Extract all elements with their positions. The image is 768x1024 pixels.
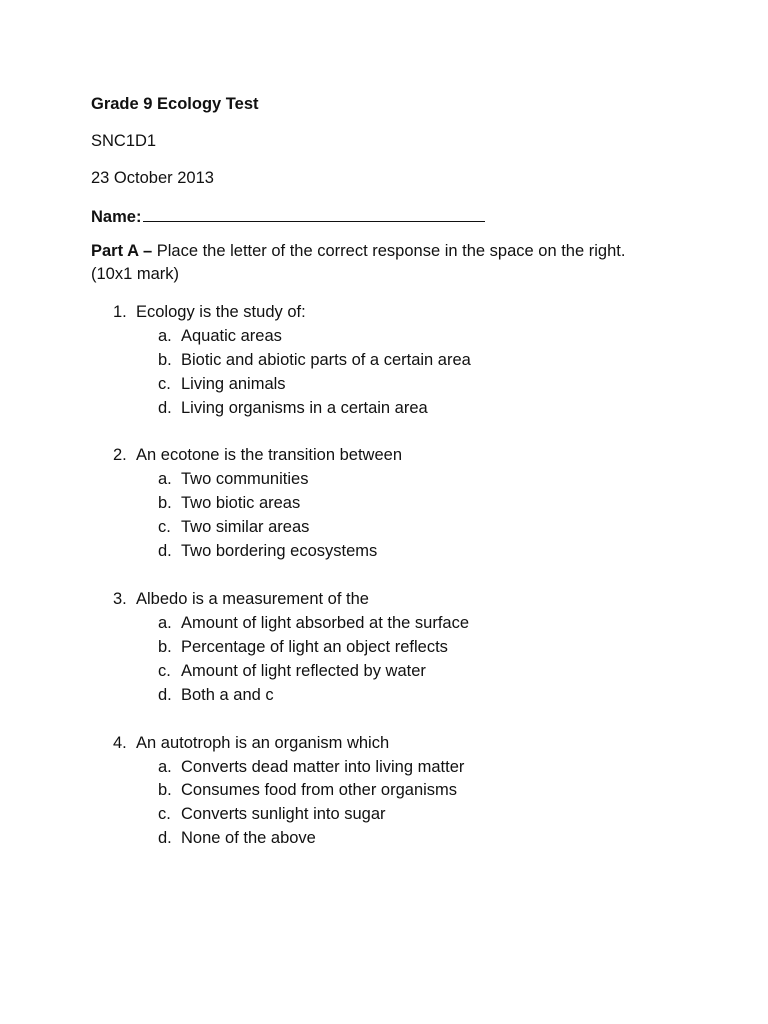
option-text: Aquatic areas [181,327,282,345]
question-number: 4. [113,734,127,752]
part-a-marks: (10x1 mark) [91,265,180,283]
option-letter: d. [158,399,172,417]
question-number: 2. [113,446,127,464]
option-letter: d. [158,542,172,560]
option-letter: c. [158,375,171,393]
option-letter: b. [158,351,172,369]
name-blank [143,205,485,222]
question-text: An ecotone is the transition between [136,446,403,464]
option-text: Percentage of light an object reflects [181,638,448,656]
name-line [91,205,485,227]
name-label: Name: [91,208,142,226]
course-code: SNC1D1 [91,132,157,150]
question-number: 1. [113,303,127,321]
part-a-instruction-text: Place the letter of the correct response in the space on the right. [156,242,626,260]
option-letter: b. [158,638,172,656]
option-text: None of the above [181,829,316,847]
question-text: Albedo is a measurement of the [136,590,369,608]
test-title: Grade 9 Ecology Test [91,95,259,113]
part-a-instructions [91,241,625,261]
option-text: Two similar areas [181,518,310,536]
option-text: Living animals [181,375,286,393]
option-text: Amount of light absorbed at the surface [181,614,470,632]
option-letter: a. [158,470,172,488]
option-text: Two bordering ecosystems [181,542,378,560]
option-text: Living organisms in a certain area [181,399,428,417]
option-text: Two biotic areas [181,494,301,512]
option-letter: a. [158,327,172,345]
option-text: Converts dead matter into living matter [181,758,465,776]
question-text: An autotroph is an organism which [136,734,390,752]
option-text: Biotic and abiotic parts of a certain area [181,351,471,369]
option-text: Both a and c [181,686,274,704]
option-letter: a. [158,614,172,632]
test-date: 23 October 2013 [91,169,214,187]
option-text: Consumes food from other organisms [181,781,458,799]
question-text: Ecology is the study of: [136,303,306,321]
option-letter: b. [158,781,172,799]
option-text: Amount of light reflected by water [181,662,426,680]
option-letter: d. [158,686,172,704]
option-letter: c. [158,518,171,536]
option-letter: c. [158,662,171,680]
option-text: Two communities [181,470,309,488]
option-letter: c. [158,805,171,823]
question-number: 3. [113,590,127,608]
option-letter: d. [158,829,172,847]
option-letter: b. [158,494,172,512]
part-a-label: Part A – [91,242,153,260]
option-text: Converts sunlight into sugar [181,805,386,823]
option-letter: a. [158,758,172,776]
